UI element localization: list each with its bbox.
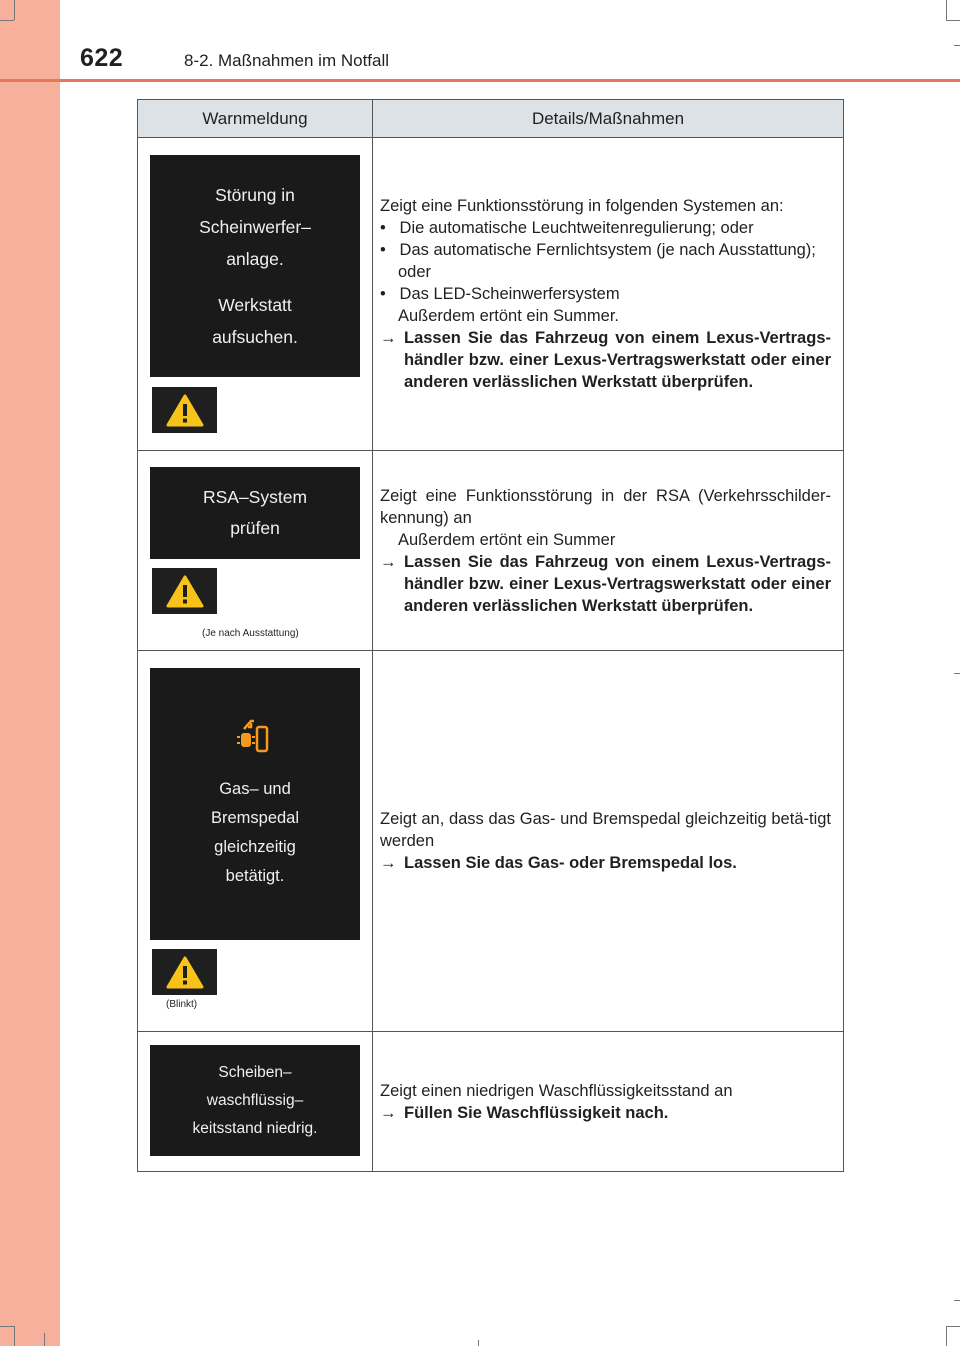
pedal-warning-display: Gas– und Bremspedal gleichzeitig betätigt. <box>150 668 360 940</box>
headlight-warning-display: Störung in Scheinwerfer– anlage. Werkstatt aufsuchen. <box>150 155 360 377</box>
crop-mark <box>478 1340 479 1346</box>
action-text: → Lassen Sie das Fahrzeug von einem Lexus-Vertrags-händler bzw. einer Lexus-Vertragswerkstatt oder einer anderen verlässlichen Werkstatt überprüfen. <box>380 552 831 615</box>
crop-mark <box>14 0 15 20</box>
warning-triangle-icon <box>152 568 217 614</box>
table-row <box>138 1032 844 1172</box>
list-item: • Das LED-Scheinwerfersystem <box>380 285 620 303</box>
crop-mark <box>0 1326 14 1327</box>
crop-mark <box>954 1300 960 1301</box>
crop-mark <box>44 1333 45 1346</box>
warning-cell <box>138 138 373 451</box>
crop-mark <box>946 1326 947 1346</box>
crop-mark <box>946 1326 960 1327</box>
column-header-details: Details/Maßnahmen <box>373 100 844 138</box>
list-item: • Das automatische Fernlichtsystem (je nach Ausstattung); <box>380 241 816 259</box>
warning-cell <box>138 1032 373 1172</box>
pedal-icon <box>235 717 275 757</box>
table-row <box>138 651 844 1032</box>
action-text: → Lassen Sie das Fahrzeug von einem Lexus-Vertrags-händler bzw. einer Lexus-Vertragswerkstatt oder einer anderen verlässlichen Werkstatt überprüfen. <box>380 329 831 391</box>
warning-triangle-icon <box>152 387 217 433</box>
action-text: → Lassen Sie das Gas- oder Bremspedal los. <box>380 854 737 872</box>
column-header-warning: Warnmeldung <box>138 100 373 138</box>
action-text: → Füllen Sie Waschflüssigkeit nach. <box>380 1103 669 1122</box>
details-cell: Zeigt eine Funktionsstörung in der RSA (Verkehrsschilder-kennung) an Außerdem ertönt ein Summer → Lassen Sie das Fahrzeug von einem Lexus-Vertrags-händler bzw. einer Lexus-Vertragswerkstatt oder einer anderen verlässlichen Werkstatt überprüfen. <box>373 451 844 651</box>
warning-cell <box>138 451 373 651</box>
crop-mark <box>954 45 960 46</box>
rsa-warning-display: RSA–System prüfen <box>150 467 360 559</box>
table-row <box>138 451 844 651</box>
page-number: 622 <box>80 44 124 72</box>
warning-triangle-icon <box>152 949 217 995</box>
crop-mark <box>0 20 14 21</box>
crop-mark <box>14 1326 15 1346</box>
header-rule <box>0 79 960 82</box>
arrow-icon: → <box>380 854 397 872</box>
table-header-row <box>138 100 844 138</box>
warning-cell <box>138 651 373 1032</box>
details-cell: Zeigt eine Funktionsstörung in folgenden Systemen an: • Die automatische Leuchtweitenregulierung; oder • Das automatische Fernlichtsystem (je nach Ausstattung); oder • Das LED-Scheinwerfersystem Außerdem ertönt ein Summer. → Lassen Sie das Fahrzeug von einem Lexus-Vertrags-händler bzw. einer Lexus-Vertragswerkstatt oder einer anderen verlässlichen Werkstatt überprüfen. <box>373 138 844 451</box>
list-item: • Die automatische Leuchtweitenregulierung; oder <box>380 219 754 237</box>
arrow-icon: → <box>380 1103 397 1122</box>
washer-fluid-warning-display: Scheiben– waschflüssig– keitsstand niedrig. <box>150 1045 360 1156</box>
left-margin-strip <box>0 0 60 1346</box>
blink-note: (Blinkt) <box>166 999 198 1010</box>
section-title: 8-2. Maßnahmen im Notfall <box>184 51 390 70</box>
details-cell: Zeigt einen niedrigen Waschflüssigkeitsstand an → Füllen Sie Waschflüssigkeit nach. <box>373 1032 844 1172</box>
equipment-note: (Je nach Ausstattung) <box>202 628 299 639</box>
crop-mark <box>946 20 960 21</box>
arrow-icon: → <box>380 329 397 347</box>
crop-mark <box>954 673 960 674</box>
arrow-icon: → <box>380 552 397 571</box>
table-row <box>138 138 844 451</box>
details-cell: Zeigt an, dass das Gas- und Bremspedal gleichzeitig betä-tigt werden → Lassen Sie das Gas- oder Bremspedal los. <box>373 651 844 1032</box>
crop-mark <box>946 0 947 20</box>
warning-messages-table <box>137 99 844 1172</box>
